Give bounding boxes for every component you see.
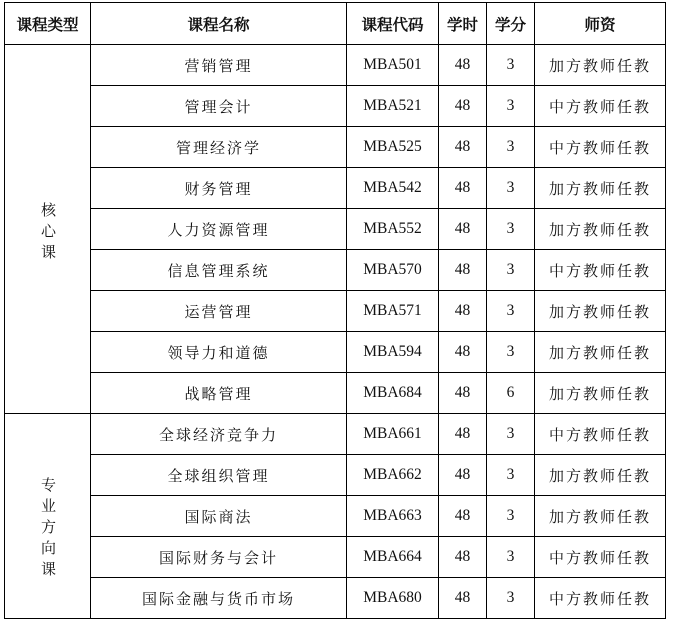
course-credits: 3 (487, 86, 535, 127)
course-hours: 48 (439, 537, 487, 578)
course-name: 国际商法 (91, 496, 347, 537)
course-credits: 3 (487, 332, 535, 373)
header-credits: 学分 (487, 3, 535, 45)
table-row (5, 209, 666, 250)
table-row (5, 537, 666, 578)
course-code: MBA684 (347, 373, 439, 414)
header-name: 课程名称 (91, 3, 347, 45)
course-code: MBA501 (347, 45, 439, 86)
course-code: MBA571 (347, 291, 439, 332)
course-code: MBA594 (347, 332, 439, 373)
table-row (5, 373, 666, 414)
course-credits: 6 (487, 373, 535, 414)
course-name: 领导力和道德 (91, 332, 347, 373)
course-teacher: 加方教师任教 (535, 496, 666, 537)
course-teacher: 加方教师任教 (535, 168, 666, 209)
group-specialization-cell (5, 414, 91, 619)
course-teacher: 中方教师任教 (535, 414, 666, 455)
course-code: MBA664 (347, 537, 439, 578)
course-hours: 48 (439, 455, 487, 496)
course-code: MBA680 (347, 578, 439, 619)
group-core-cell (5, 45, 91, 414)
table-row (5, 332, 666, 373)
course-name: 营销管理 (91, 45, 347, 86)
course-name: 国际财务与会计 (91, 537, 347, 578)
course-credits: 3 (487, 578, 535, 619)
course-credits: 3 (487, 250, 535, 291)
course-teacher: 中方教师任教 (535, 578, 666, 619)
course-credits: 3 (487, 291, 535, 332)
table-row (5, 496, 666, 537)
course-name: 人力资源管理 (91, 209, 347, 250)
course-hours: 48 (439, 332, 487, 373)
course-hours: 48 (439, 291, 487, 332)
header-type: 课程类型 (5, 3, 91, 45)
course-hours: 48 (439, 45, 487, 86)
table-row (5, 86, 666, 127)
course-credits: 3 (487, 45, 535, 86)
course-credits: 3 (487, 209, 535, 250)
course-name: 信息管理系统 (91, 250, 347, 291)
course-credits: 3 (487, 414, 535, 455)
course-hours: 48 (439, 168, 487, 209)
table-row (5, 250, 666, 291)
course-credits: 3 (487, 127, 535, 168)
course-code: MBA570 (347, 250, 439, 291)
header-teacher: 师资 (535, 3, 666, 45)
course-code: MBA525 (347, 127, 439, 168)
course-teacher: 中方教师任教 (535, 86, 666, 127)
course-credits: 3 (487, 455, 535, 496)
course-hours: 48 (439, 86, 487, 127)
course-hours: 48 (439, 496, 487, 537)
course-teacher: 加方教师任教 (535, 455, 666, 496)
course-credits: 3 (487, 537, 535, 578)
course-name: 战略管理 (91, 373, 347, 414)
header-code: 课程代码 (347, 3, 439, 45)
course-credits: 3 (487, 168, 535, 209)
course-name: 运营管理 (91, 291, 347, 332)
course-code: MBA662 (347, 455, 439, 496)
course-teacher: 加方教师任教 (535, 373, 666, 414)
course-hours: 48 (439, 373, 487, 414)
table-row (5, 578, 666, 619)
course-code: MBA542 (347, 168, 439, 209)
course-name: 管理经济学 (91, 127, 347, 168)
course-credits: 3 (487, 496, 535, 537)
table-row (5, 291, 666, 332)
course-code: MBA663 (347, 496, 439, 537)
group-label: 专业方向课 (39, 476, 57, 582)
course-teacher: 加方教师任教 (535, 45, 666, 86)
course-teacher: 中方教师任教 (535, 537, 666, 578)
table-row (5, 455, 666, 496)
table-row (5, 414, 666, 455)
course-code: MBA521 (347, 86, 439, 127)
course-teacher: 加方教师任教 (535, 332, 666, 373)
course-hours: 48 (439, 250, 487, 291)
table-header-row (5, 3, 666, 45)
course-hours: 48 (439, 414, 487, 455)
course-name: 国际金融与货币市场 (91, 578, 347, 619)
course-name: 管理会计 (91, 86, 347, 127)
course-teacher: 中方教师任教 (535, 250, 666, 291)
course-code: MBA552 (347, 209, 439, 250)
table-row (5, 127, 666, 168)
course-teacher: 中方教师任教 (535, 127, 666, 168)
course-name: 全球组织管理 (91, 455, 347, 496)
course-code: MBA661 (347, 414, 439, 455)
course-teacher: 加方教师任教 (535, 291, 666, 332)
course-hours: 48 (439, 578, 487, 619)
header-hours: 学时 (439, 3, 487, 45)
course-name: 财务管理 (91, 168, 347, 209)
course-hours: 48 (439, 209, 487, 250)
table-row (5, 168, 666, 209)
course-teacher: 加方教师任教 (535, 209, 666, 250)
course-table (4, 2, 666, 619)
group-label: 核心课 (39, 201, 57, 265)
course-hours: 48 (439, 127, 487, 168)
course-name: 全球经济竞争力 (91, 414, 347, 455)
table-row (5, 45, 666, 86)
